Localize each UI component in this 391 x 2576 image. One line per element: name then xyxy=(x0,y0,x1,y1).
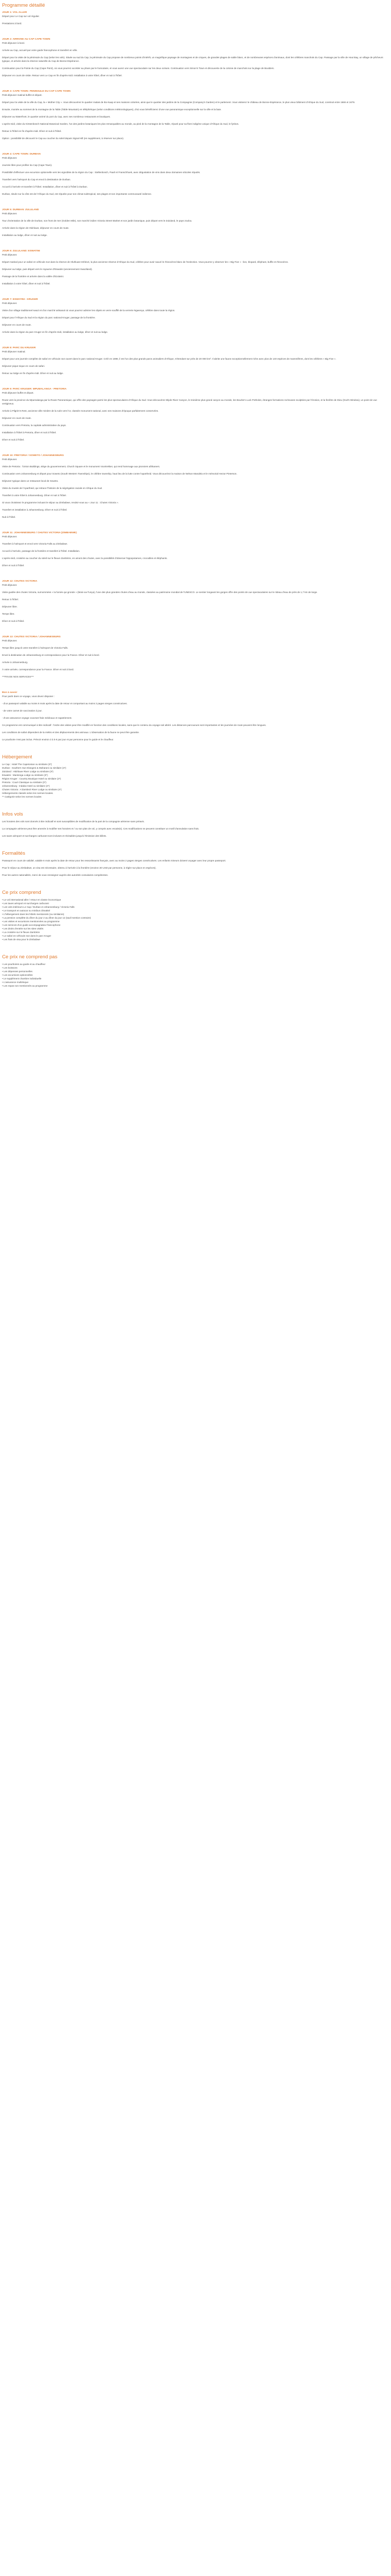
day-paragraph: Dîner et nuit à l'hôtel. xyxy=(2,438,25,441)
day-paragraph: Petit déjeuner. xyxy=(2,157,18,159)
day-paragraph: Départ pour la visite de la péninsule du Cap (selon les vols). Située au sud du Cap, la péninsule du Cap propose de nombreux points d'intérêt, un magnifique paysage de montagnes et de criques, de grandes plages de sable blanc, et de nombreuses espèces d'animaux, dont les célèbres manchots du Cap. Passage par la ville de Hout Bay, un village de pêcheurs typique, et arrivée dans la réserve naturelle du Cap de Bonne-Espérance. xyxy=(2,56,383,62)
day-title: Bon à savoir xyxy=(2,691,18,694)
day-block xyxy=(2,90,387,140)
day-block xyxy=(2,152,387,196)
day-title: JOUR 11: JOHANNESBURG / CHUTES VICTORIA (ZIMBABWE) xyxy=(2,532,77,534)
day-paragraph: Passage de la frontière et arrivée dans la vallée d'Ezulwini. xyxy=(2,275,64,278)
day-paragraph: Déjeuner au lodge, puis départ vers le royaume d'Eswatini (anciennement Swaziland). xyxy=(2,268,93,270)
prix-comprend-item: • La croisière sur le fleuve Zambèze xyxy=(2,931,40,934)
day-block xyxy=(2,11,387,25)
day-paragraph: Visite de Pretoria : l'Union Buildings, siège du gouvernement, Church Square et le monument Voortrekker, qui rend hommage aux pionniers afrikaners. xyxy=(2,465,160,468)
day-paragraph: L'après-midi, croisière au coucher du soleil sur le fleuve Zambèze, en amont des chutes, avec la possibilité d'observer hippopotames, crocodiles et éléphants. xyxy=(2,557,168,560)
prix-ne-comprend-item: • Les pourboires au guide et au chauffeur xyxy=(2,963,46,965)
formalites-paragraph: Pour le séjour au Zimbabwe, un visa est nécessaire, obtenu à l'arrivée à la frontière (environ 30 USD par personne, à régler sur place en espèces). xyxy=(2,867,156,869)
infos-paragraph: Les taxes aéroport et surcharges carburant sont incluses et révisables jusqu'à l'émission des billets. xyxy=(2,835,107,837)
day-title: JOUR 1: VOL ALLER xyxy=(2,11,27,14)
prix-ne-comprend-item: • Les repas non mentionnés au programme xyxy=(2,985,48,987)
prix-comprend-list xyxy=(2,898,387,941)
day-paragraph: Petit déjeuner. xyxy=(2,253,18,256)
prix-comprend-item: • Le safari en véhicule 4x4 dans le parc Kruger xyxy=(2,935,52,937)
day-paragraph: Continuation pour la Pointe du Cap (Cape Point), où vous pourrez accéder au phare par le funiculaire, et vous aurez une vue spectaculaire sur les deux océans. Continuation vers Simon's Town et découverte de la colonie de manchots sur la plage de Boulders. xyxy=(2,67,274,70)
formalites-paragraph: Passeport en cours de validité, valable 6 mois après la date de retour pour les ressortissants français, avec au moins 2 pages vierges consécutives. Les enfants mineurs doivent voyager avec leur propre passeport. xyxy=(2,859,226,862)
day-title: JOUR 5: DURBAN: ZULULAND xyxy=(2,209,39,211)
hebergement-list xyxy=(2,762,387,799)
day-paragraph: Route vers la province du Mpumalanga par la Route Panoramique, qui offre des paysages parmi les plus spectaculaires d'Afrique du Sud. Vous découvrirez Blyde River Canyon, le troisième plus grand canyon au monde, les Bourke's Luck Potholes, étranges formations rocheuses sculptées par l'érosion, et la fenêtre de Dieu (God's Window), un point de vue vertigineux. xyxy=(2,399,377,405)
prix-comprend-item: • Les frais de visa pour le Zimbabwe xyxy=(2,938,40,941)
day-paragraph: Transfert à votre hôtel à Johannesburg. Dîner et nuit à l'hôtel. xyxy=(2,494,67,497)
day-paragraph: Départ pour l'Afrique du Sud et la région du parc national Kruger, passage de la frontière. xyxy=(2,316,96,319)
section-title-formalites: Formalités xyxy=(2,851,25,856)
day-paragraph: Transfert et installation à Johannesburg. Dîner et nuit à l'hôtel. xyxy=(2,509,68,511)
day-paragraph: ***FIN DE NOS SERVICES*** xyxy=(2,675,34,678)
day-paragraph: Installation à votre hôtel, dîner et nuit à l'hôtel. xyxy=(2,282,51,285)
day-paragraph: Retour à l'hôtel. xyxy=(2,598,19,601)
formalites-text xyxy=(2,859,387,877)
day-paragraph: Journée libre pour profiter du Cap (Cape Town). xyxy=(2,164,53,166)
section-title-prix-ne-comprend: Ce prix ne comprend pas xyxy=(2,954,58,960)
prix-ne-comprend-item: • Le supplément chambre individuelle xyxy=(2,977,42,980)
day-paragraph: Petit déjeuner. xyxy=(2,302,18,304)
day-title: JOUR 10: PRETORIA / SOWETO / JOHANNESBURG xyxy=(2,454,64,457)
day-paragraph: Petit déjeuner buffet et départ. xyxy=(2,392,34,394)
day-paragraph: Petit déjeuner. xyxy=(2,212,18,215)
section-title-prix-comprend: Ce prix comprend xyxy=(2,890,41,895)
day-paragraph: Ce programme est communiqué à titre indicatif : l'ordre des visites peut être modifié en fonction des conditions locales, sans que le contenu du voyage soit altéré. Les distances parcourues sont importantes et les journées de route peuvent être longues. xyxy=(2,724,267,726)
day-paragraph: Départ pour une journée complète de safari en véhicule 4x4 ouvert dans le parc national Kruger. Créé en 1898, il est l'un des plus grands parcs animaliers d'Afrique, s'étendant sur près de 20 000 km². Il abrite une faune exceptionnellement riche avec plus de 140 espèces de mammifères, dont les célèbres « Big Five ». xyxy=(2,358,336,360)
hebergement-line: ** Catégorie selon les normes locales xyxy=(2,795,42,798)
prix-ne-comprend-item: • Les boissons xyxy=(2,967,18,969)
infos-paragraph: La compagnie aérienne peut être amenée à modifier ses horaires et / ou son plan de vol, y compris avec escale(s). Ces modifications ne peuvent constituer un motif d'annulation sans frais. xyxy=(2,827,200,830)
day-paragraph: Déjeuner en cours de route. xyxy=(2,324,31,326)
day-paragraph: Arrivée dans la région de Hluhluwe, déjeuner en cours de route. xyxy=(2,227,69,229)
day-title: JOUR 9: PARC KRUGER: MPUMALANGA - PRETORIA xyxy=(2,388,67,391)
day-title: JOUR 12: CHUTES VICTORIA xyxy=(2,580,38,583)
day-paragraph: Accueil à l'arrivée, passage de la frontière et transfert à l'hôtel. Installation. xyxy=(2,550,80,552)
day-block xyxy=(2,635,387,679)
day-paragraph: Déjeuner en cours de route. xyxy=(2,417,31,419)
day-paragraph: Déjeuner en cours de visite. Retour vers Le Cap en fin d'après-midi. Installation à votre hôtel, dîner et nuit à l'hôtel. xyxy=(2,74,122,77)
day-block xyxy=(2,454,387,519)
day-title: JOUR 8: PARC DU KRUGER xyxy=(2,347,36,349)
day-paragraph: Petit déjeuner matinal. xyxy=(2,350,26,353)
day-paragraph: - de votre carnet de vaccination à jour. xyxy=(2,709,42,712)
formalites-paragraph: Pour les autres nationalités, merci de vous renseigner auprès des autorités consulaires compétentes. xyxy=(2,874,108,876)
day-paragraph: Les conditions de safari dépendent de la météo et des déplacements des animaux. L'observation de la faune ne peut être garantie. xyxy=(2,731,140,734)
day-paragraph: Visite guidée des chutes Victoria, surnommées « la fumée qui gronde » (Mosi-oa-Tunya), l'une des plus grandes chutes d'eau au monde, classées au patrimoine mondial de l'UNESCO. Le sentier longeant les gorges offre des points de vue spectaculaires sur le rideau d'eau de près de 1,7 km de large. xyxy=(2,591,318,594)
section-title-programme: Programme détaillé xyxy=(2,3,45,8)
day-paragraph: Départ matinal pour un safari en véhicule 4x4 dans la réserve de Hluhluwe-Imfolozi, la plus ancienne réserve d'Afrique du Sud, célèbre pour avoir sauvé le rhinocéros blanc de l'extinction. Vous pourrez y observer les « Big Five » : lion, léopard, éléphant, buffle et rhinocéros. xyxy=(2,261,289,263)
prix-comprend-item: • La pension complète du dîner du jour 2 au dîner du jour 12 (sauf mention contraire) xyxy=(2,917,91,919)
prix-ne-comprend-item: • Les excursions optionnelles xyxy=(2,974,33,976)
day-paragraph: Continuation vers Pretoria, la capitale administrative du pays. xyxy=(2,424,67,427)
section-title-hebergement: Hébergement xyxy=(2,754,32,760)
day-paragraph: Retour au lodge en fin d'après-midi. Dîner et nuit au lodge. xyxy=(2,372,64,375)
infos-paragraph: Les horaires des vols sont donnés à titre indicatif et sont susceptibles de modification de la part de la compagnie aérienne sans préavis. xyxy=(2,820,145,823)
day-paragraph: Durban, située sur la côte est de l'Afrique du Sud, est réputée pour son climat subtropical, ses plages et son importante communauté indienne. xyxy=(2,193,152,195)
day-paragraph: Dîner et nuit à l'hôtel. xyxy=(2,620,25,622)
day-title: JOUR 2: ARRIVEE AU CAP CAPE TOWN xyxy=(2,38,51,41)
day-title: JOUR 4: CAPE TOWN: DURBAN xyxy=(2,153,41,156)
day-title: JOUR 13: CHUTES VICTORIA / JOHANNESBURG xyxy=(2,636,61,638)
day-paragraph: Déjeuner pique-nique en cours de safari. xyxy=(2,365,45,367)
section-title-infos-vols: Infos vols xyxy=(2,811,23,817)
hebergement-line: Johannesburg : Indaba Hotel ou similaire (4*) xyxy=(2,785,50,787)
day-block xyxy=(2,346,387,375)
day-paragraph: Envol à destination de Johannesburg et correspondance pour la France. Dîner et nuit à bord. xyxy=(2,654,100,656)
day-paragraph: Arrivée dans la région du parc Kruger en fin d'après-midi, installation au lodge, dîner et nuit au lodge. xyxy=(2,331,108,333)
hebergement-line: Zululand : Hluhluwe River Lodge ou similaire (3*) xyxy=(2,770,54,773)
day-paragraph: Tour d'orientation de la ville de Durban, son front de mer (Golden Mile), son marché indien Victoria Street Market et son jardin botanique, puis départ vers le Zululand, le pays zoulou. xyxy=(2,219,192,222)
day-paragraph: Petit déjeuner. xyxy=(2,639,18,642)
day-paragraph: Petit déjeuner à bord. xyxy=(2,42,25,44)
day-block xyxy=(2,691,387,741)
prix-comprend-item: • Les vols intérieurs Le Cap / Durban et Johannesburg / Victoria Falls xyxy=(2,906,75,908)
day-paragraph: Pour partir dans ce voyage, vous devez disposer : xyxy=(2,695,55,698)
day-paragraph: Ensuite, montée au sommet de la montagne de la Table (Table Mountain) en téléphérique (selon conditions météorologiques), d'où vous bénéficierez d'une vue panoramique exceptionnelle sur la ville et la baie. xyxy=(2,108,222,111)
day-paragraph: Transfert vers l'aéroport du Cap et envol à destination de Durban. xyxy=(2,178,71,181)
day-paragraph: Départ pour la visite de la ville du Cap, la « Mother City ». Vous découvrirez le quartier malais de Bo-Kaap et ses maisons colorées, ainsi que le quartier des jardins de la Compagnie (Company's Garden) et le parlement. Vous visiterez le château de Bonne-Espérance, le plus vieux bâtiment d'Afrique du Sud, construit entre 1666 et 1679. xyxy=(2,101,355,104)
day-paragraph: Le pourboire n'est pas inclus. Prévoir environ 3 à 5 € par jour et par personne pour le guide et le chauffeur. xyxy=(2,738,114,741)
day-paragraph: Option : possibilité de découvrir le Cap au coucher du soleil depuis Signal Hill (en supplément, à réserver sur place). xyxy=(2,137,124,140)
prix-comprend-item: • Les visites et excursions mentionnées au programme xyxy=(2,920,60,923)
day-paragraph: Petit déjeuner. xyxy=(2,458,18,461)
prix-comprend-item: • L'hébergement dans les hôtels mentionnés (ou similaires) xyxy=(2,913,64,916)
hebergement-line: Le Cap : Hotel The Capetonian ou similaire (3*) xyxy=(2,763,52,766)
day-paragraph: Visite du musée de l'Apartheid, qui retrace l'histoire de la ségrégation raciale en Afrique du Sud. xyxy=(2,487,103,489)
day-paragraph: Installation à l'hôtel à Pretoria, dîner et nuit à l'hôtel. xyxy=(2,431,57,434)
day-paragraph: Dîner et nuit à l'hôtel. xyxy=(2,564,25,567)
hebergement-line: Pretoria : Court Classique ou similaire (3*) xyxy=(2,781,46,784)
day-paragraph: Temps libre jusqu'à votre transfert à l'aéroport de Victoria Falls. xyxy=(2,647,69,649)
day-paragraph: Transfert à l'aéroport et envol vers Victoria Falls au Zimbabwe. xyxy=(2,543,68,545)
day-paragraph: Départ pour Le Cap sur vol régulier. xyxy=(2,15,40,18)
day-paragraph: Possibilité d'effectuer une excursion optionnelle vers les vignobles de la région du Cap : Stellenbosch, Paarl et Franschhoek, avec dégustation de vins dans deux domaines viticoles réputés. xyxy=(2,171,201,174)
day-paragraph: Installation au lodge, dîner et nuit au lodge. xyxy=(2,234,47,236)
prix-ne-comprend-item: • L'assurance multirisque xyxy=(2,981,28,984)
day-paragraph: - d'une assurance voyage couvrant frais médicaux et rapatriement. xyxy=(2,717,72,719)
prix-ne-comprend-list xyxy=(2,962,387,988)
hebergement-line: Eswatini : Mantenga Lodge ou similaire (3*) xyxy=(2,774,48,776)
prix-comprend-item: • Les droits d'entrée sur les sites visités xyxy=(2,927,44,930)
hebergement-line: Région Kruger : Country Boutique Hotel ou similaire (3*) xyxy=(2,777,61,780)
day-paragraph: Déjeuner au Waterfront, le quartier animé du port du Cap, avec ses nombreux restaurants et boutiques. xyxy=(2,115,111,118)
day-paragraph: Accueil à l'arrivée et transfert à l'hôtel. Installation, dîner et nuit à l'hôtel à Durban. xyxy=(2,185,88,188)
day-paragraph: Prestations à bord. xyxy=(2,22,22,25)
day-paragraph: Nuit à l'hôtel. xyxy=(2,516,16,518)
day-title: JOUR 3: CAPE TOWN: PENINSULE DU CAP CAPE TOWN xyxy=(2,90,71,93)
prix-comprend-item: • Les taxes aéroport et surcharges carburant xyxy=(2,902,49,905)
day-title: JOUR 6: ZULULAND: ESWATINI xyxy=(2,250,40,252)
day-block xyxy=(2,208,387,237)
day-paragraph: À votre arrivée, correspondance pour la France. Dîner et nuit à bord. xyxy=(2,668,74,671)
day-paragraph: Déjeuner libre. xyxy=(2,605,18,608)
day-paragraph: Arrivée au Cap, accueil par votre guide francophone et transfert en ville. xyxy=(2,49,78,52)
day-paragraph: - d'un passeport valable au moins 6 mois après la date de retour et comportant au moins 2 pages vierges consécutives. xyxy=(2,702,127,705)
day-paragraph: Visite d'un village traditionnel swazi et d'un marché artisanal où vous pourrez admirer les objets en verre soufflé de la verrerie Ngwenya, célèbre dans toute la région. xyxy=(2,309,175,312)
day-paragraph: Petit déjeuner. xyxy=(2,584,18,586)
day-paragraph: Arrivée à Pilgrim's Rest, ancienne ville minière de la ruée vers l'or, classée monument national, avec ses maisons d'époque parfaitement conservées. xyxy=(2,410,159,412)
day-paragraph: Temps libre. xyxy=(2,613,15,615)
day-block xyxy=(2,38,387,77)
day-paragraph: Petit déjeuner matinal buffet et départ. xyxy=(2,94,42,96)
day-paragraph: Continuation vers Johannesburg et départ pour Soweto (South Western Townships), le célèbre township, haut lieu de la lutte contre l'apartheid. Vous découvrirez la maison de Nelson Mandela et le mémorial Hector Pieterson. xyxy=(2,472,237,475)
prix-comprend-item: • Les services d'un guide accompagnateur francophone xyxy=(2,924,61,926)
hebergement-line: Hébergements classés selon les normes locales. xyxy=(2,792,54,794)
prix-ne-comprend-item: • Les dépenses personnelles xyxy=(2,970,32,973)
infos-vols-text xyxy=(2,820,387,838)
day-paragraph: Arrivée à Johannesburg. xyxy=(2,661,28,664)
day-block xyxy=(2,249,387,285)
day-title: JOUR 7: ESWATINI - KRUGER xyxy=(2,298,38,301)
day-block xyxy=(2,387,387,442)
day-paragraph: L'après-midi, visite du Kirstenbosch National Botanical Garden, l'un des jardins botaniques les plus remarquables au monde, au pied de la montagne de la Table, réputé pour sa flore indigène unique d'Afrique du Sud, le fynbos. xyxy=(2,123,239,125)
day-block xyxy=(2,531,387,567)
day-block xyxy=(2,298,387,334)
day-list xyxy=(2,11,387,741)
hebergement-line: Durban : Southern Sun Elangeni & Maharani ou similaire (4*) xyxy=(2,767,67,769)
day-paragraph: Si vous choisissez le programme incluant le séjour au Zimbabwe, rendez-vous au « Jour 11 : Chutes Victoria ». xyxy=(2,501,119,504)
hebergement-line: Chutes Victoria : A'Zambezi River Lodge ou similaire (4*) xyxy=(2,788,62,791)
prix-comprend-item: • Le vol international aller / retour en classe économique xyxy=(2,899,61,901)
day-paragraph: Déjeuner typique dans un restaurant local de Soweto. xyxy=(2,480,59,482)
day-block xyxy=(2,580,387,623)
day-paragraph: Retour à l'hôtel en fin d'après-midi. Dîner et nuit à l'hôtel. xyxy=(2,130,62,132)
prix-comprend-item: • Le transport en autocar ou minibus climatisé xyxy=(2,909,51,912)
day-paragraph: Petit déjeuner. xyxy=(2,535,18,538)
